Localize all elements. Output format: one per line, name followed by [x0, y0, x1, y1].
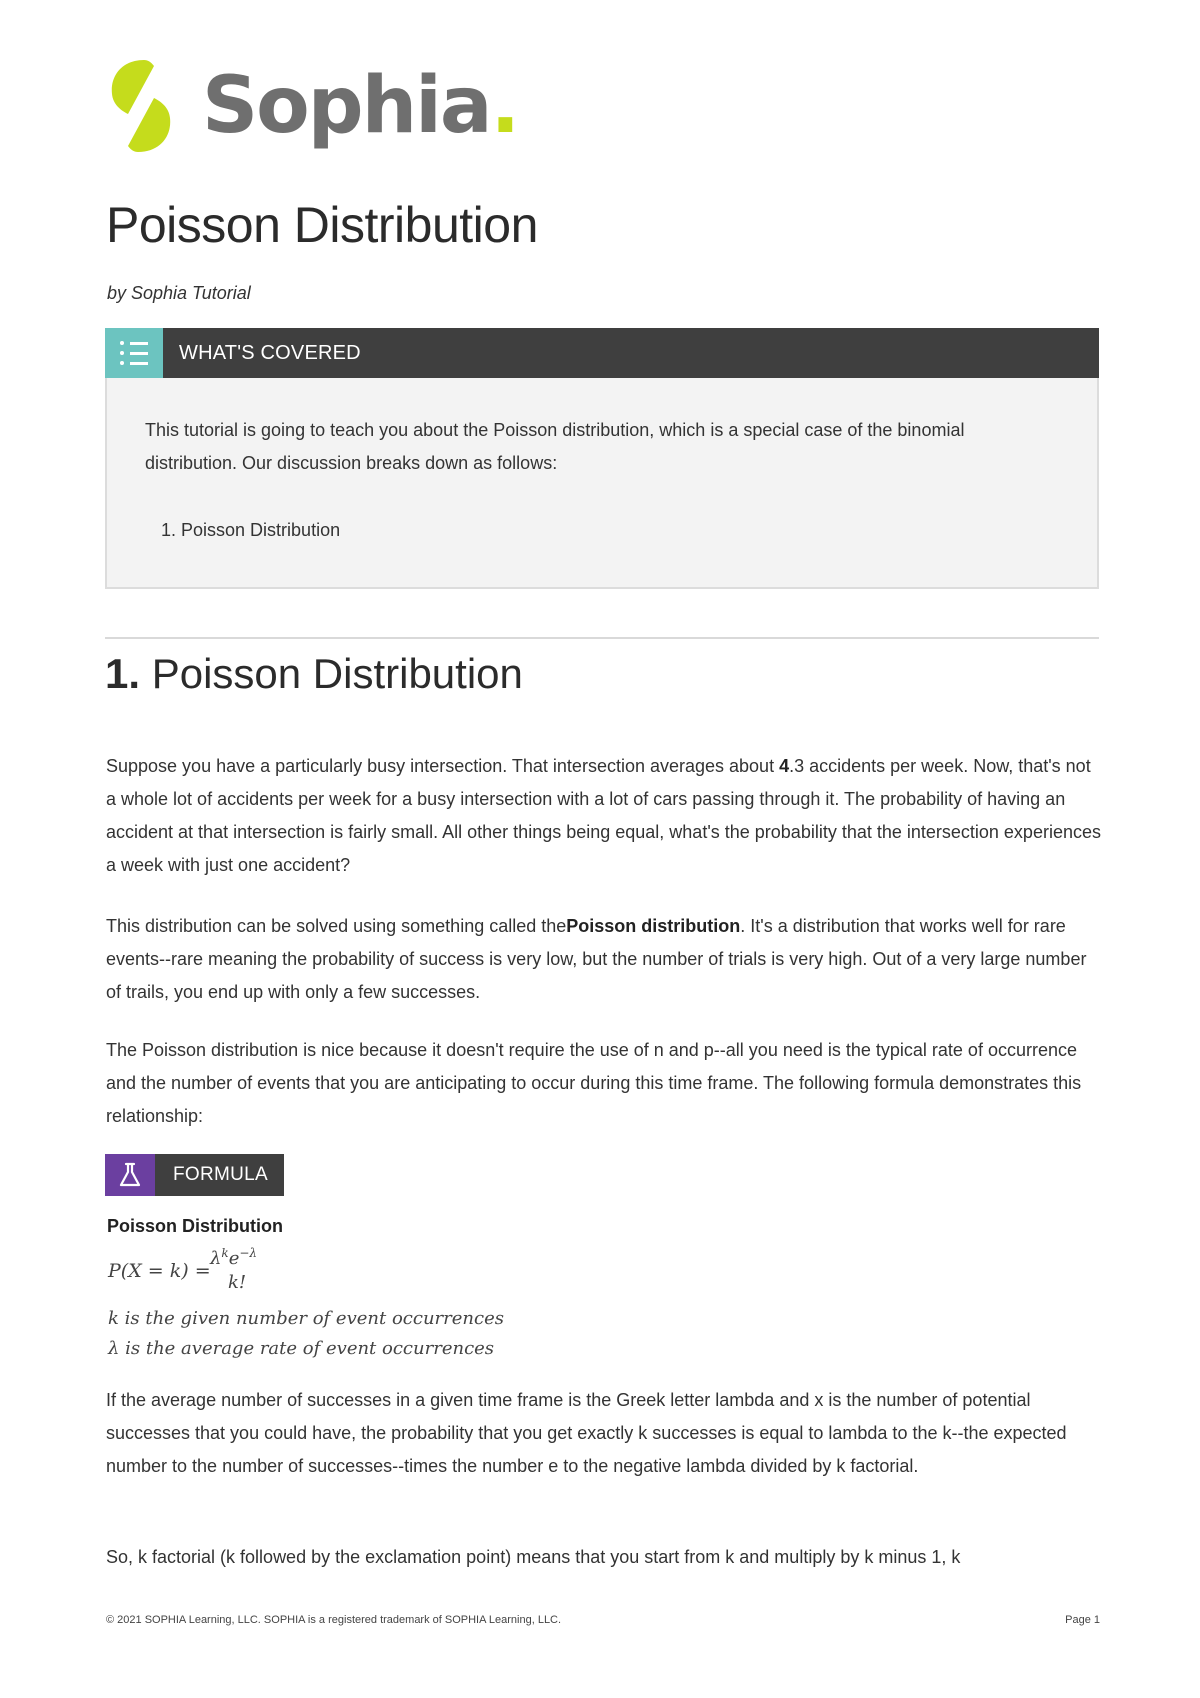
formula-numerator [210, 1246, 257, 1269]
paragraph-1-text-b: .3 accidents per week. Now, that's not a whole lot of accidents per week for a busy intersection with a lot of cars passing through it. The probability of having an accident at that intersection is fairly small. All other things being equal, what's the probability that the intersection experiences a week with just one accident? [106, 756, 1101, 875]
flask-icon [105, 1154, 155, 1196]
formula-denominator: k! [228, 1272, 247, 1293]
formula-lambda: λ [210, 1248, 222, 1269]
formula-label: FORMULA [173, 1164, 268, 1185]
formula-name: Poisson Distribution [107, 1216, 284, 1236]
whats-covered-item: 1. Poisson Distribution [161, 520, 341, 540]
paragraph-2-text-a: This distribution can be solved using something called the [106, 916, 567, 936]
whats-covered-label: WHAT'S COVERED [179, 341, 361, 364]
list-icon [105, 328, 163, 378]
section-divider [105, 637, 1099, 639]
paragraph-1-bold: 4 [779, 756, 790, 776]
footer-page-number: Page 1 [1065, 1614, 1100, 1626]
paragraph-2-text-b: . It's a distribution that works well for rare events--rare meaning the probability of success is very low, but the number of trials is very high. Out of a very large number of trails, you end up with only a few successes. [106, 916, 1087, 1002]
sophia-logo [104, 56, 518, 156]
paragraph-2-bold: Poisson distribution [566, 916, 741, 936]
whats-covered-header [105, 328, 1099, 378]
paragraph-1 [106, 750, 1102, 882]
formula-badge [105, 1154, 284, 1196]
page-title: Poisson Distribution [106, 197, 538, 253]
formula-e: e [228, 1248, 240, 1269]
paragraph-5: So, k factorial (k followed by the exclamation point) means that you start from k and multiply by k minus 1, k [106, 1547, 961, 1567]
paragraph-4: If the average number of successes in a given time frame is the Greek letter lambda and x is the number of potential successes that you could have, the probability that you get exactly k successes is equal to lambda to the k--the expected number to the number of successes--times the number e to the negative lambda divided by k factorial. [106, 1390, 1067, 1476]
brand-dot: . [490, 61, 519, 151]
formula-lhs: P(X = k) = [108, 1260, 211, 1282]
formula-exp-k: k [221, 1246, 229, 1260]
formula-note-k: k is the given number of event occurrences [108, 1308, 504, 1329]
paragraph-1-text-a: Suppose you have a particularly busy intersection. That intersection averages about [106, 756, 780, 776]
footer-copyright: © 2021 SOPHIA Learning, LLC. SOPHIA is a registered trademark of SOPHIA Learning, LLC. [106, 1614, 562, 1626]
section-heading-text: Poisson Distribution [151, 650, 523, 697]
poisson-formula [108, 1242, 468, 1302]
whats-covered-body [105, 378, 1099, 589]
paragraph-2 [106, 910, 1102, 1009]
formula-exp-neg-lambda: −λ [239, 1246, 258, 1260]
brand-name: Sophia [202, 61, 491, 151]
section-heading [105, 650, 523, 698]
section-number: 1. [105, 650, 141, 697]
byline: by Sophia Tutorial [107, 283, 251, 303]
paragraph-3: The Poisson distribution is nice because it doesn't require the use of n and p--all you need is the typical rate of occurrence and the number of events that you are anticipating to occur during this time frame. The following formula demonstrates this relationship: [106, 1040, 1082, 1126]
sophia-wordmark [202, 61, 519, 151]
sophia-logo-mark-icon [104, 56, 178, 156]
whats-covered-text: This tutorial is going to teach you about the Poisson distribution, which is a special case of the binomial distribution. Our discussion breaks down as follows: [145, 420, 965, 473]
formula-note-lambda: λ is the average rate of event occurrences [108, 1338, 495, 1359]
